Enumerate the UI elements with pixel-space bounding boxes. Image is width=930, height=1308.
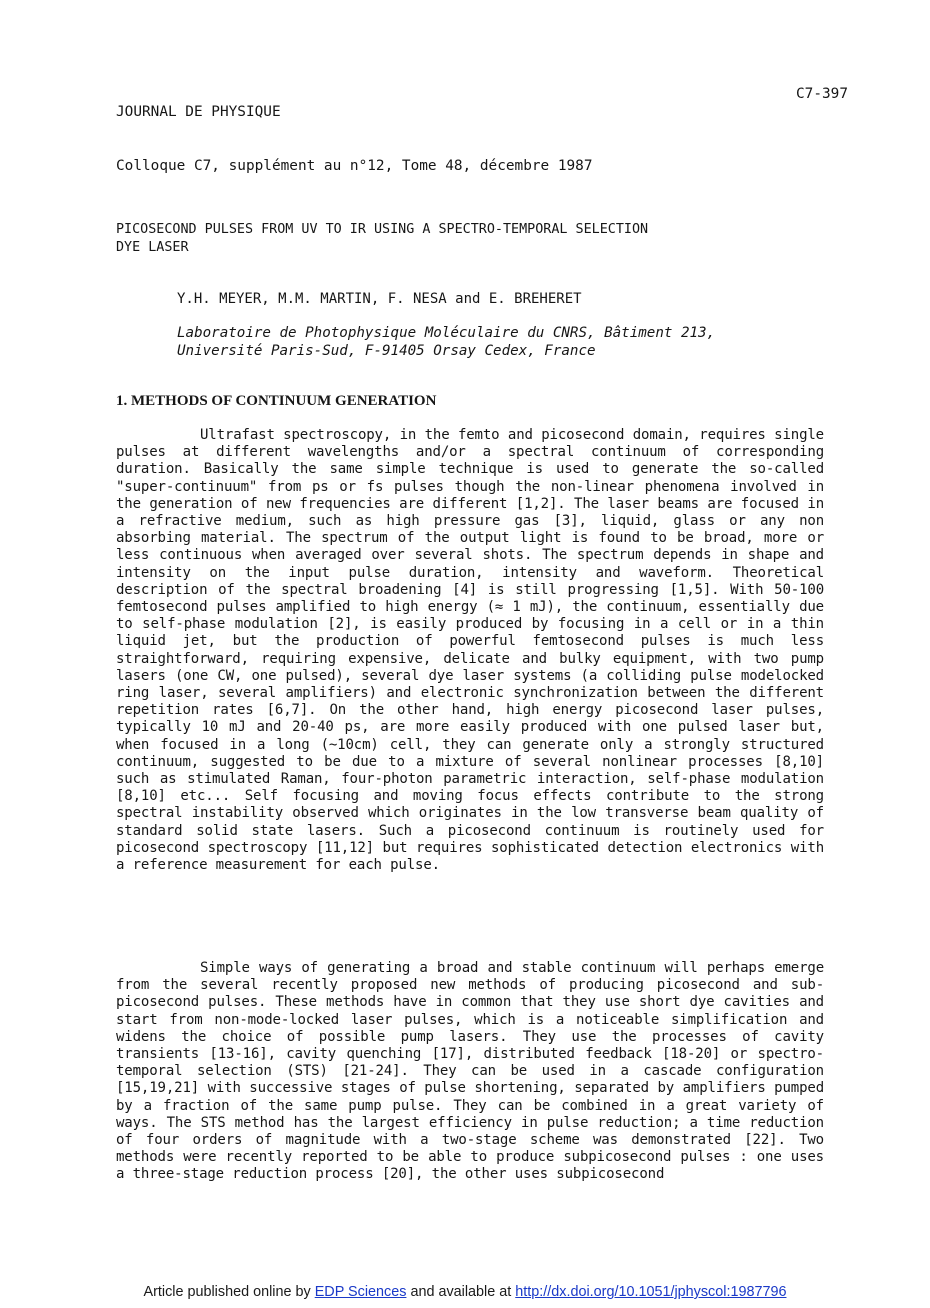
publisher-link[interactable]: EDP Sciences bbox=[314, 1284, 407, 1300]
journal-issue: Colloque C7, supplément au n°12, Tome 48, décembre 1987 bbox=[116, 158, 593, 174]
footer-middle: and available at bbox=[410, 1284, 512, 1300]
journal-header bbox=[116, 67, 593, 193]
article-title: PICOSECOND PULSES FROM UV TO IR USING A SPECTRO-TEMPORAL SELECTION DYE LASER bbox=[116, 222, 649, 255]
body-paragraph: Simple ways of generating a broad and stable continuum will perhaps emerge from the several recently proposed new methods of producing picosecond and sub-picosecond pulses. These methods have in common that they use short dye cavities and start from non-mode-locked laser pulses, which is a noticeable simplification and widens the choice of possible pump lasers. They use the processes of cavity transients [13-16], cavity quenching [17], distributed feedback [18-20] or spectro-temporal selection (STS) [21-24]. They can be used in a cascade configuration [15,19,21] with successive stages of pulse shortening, separated by amplifiers pumped by a fraction of the same pump pulse. They can be combined in a great variety of ways. The STS method has the largest efficiency in pulse reduction; a time reduction of four orders of magnitude with a two-stage scheme was demonstrated [22]. Two methods were recently reported to be able to produce subpicosecond pulses : one uses a three-stage reduction process [20], the other uses subpicosecond bbox=[116, 960, 824, 1183]
journal-name: JOURNAL DE PHYSIQUE bbox=[116, 104, 281, 120]
page-number: C7-397 bbox=[796, 86, 848, 102]
author-affiliation: Laboratoire de Photophysique Moléculaire du CNRS, Bâtiment 213, Université Paris-Sud, F-91405 Orsay Cedex, France bbox=[177, 325, 716, 359]
doi-link[interactable]: http://dx.doi.org/10.1051/jphyscol:1987796 bbox=[515, 1284, 787, 1300]
section-heading: 1. METHODS OF CONTINUUM GENERATION bbox=[116, 393, 437, 409]
body-paragraph: Ultrafast spectroscopy, in the femto and picosecond domain, requires single pulses at different wavelengths and/or a spectral continuum of corresponding duration. Basically the same simple technique is used to generate the so-called "super-continuum" from ps or fs pulses though the non-linear phenomena involved in the generation of new frequencies are different [1,2]. The laser beams are focused in a refractive medium, such as high pressure gas [3], liquid, glass or any non absorbing material. The spectrum of the output light is found to be broad, more or less continuous when averaged over several shots. The spectrum depends in shape and intensity on the input pulse duration, intensity and waveform. Theoretical description of the spectral broadening [4] is still progressing [1,5]. With 50-100 femtosecond pulses amplified to high energy (≈ 1 mJ), the continuum, essentially due to self-phase modulation [2], is easily produced by focusing in a cell or in a thin liquid jet, but the production of powerful femtosecond pulses is much less straightforward, requiring expensive, delicate and bulky equipment, with two pump lasers (one CW, one pulsed), several dye laser systems (a colliding pulse modelocked ring laser, several amplifiers) and electronic synchronization between the different repetition rates [6,7]. On the other hand, high energy picosecond laser pulses, typically 10 mJ and 20-40 ps, are more easily produced with one pulsed laser but, when focused in a long (~10cm) cell, they can generate only a strongly structured continuum, suggested to be due to a mixture of several nonlinear processes [8,10] such as stimulated Raman, four-photon parametric interaction, self-phase modulation [8,10] etc... Self focusing and moving focus effects contribute to the strong spectral instability observed which originates in the low transverse beam quality of standard solid state lasers. Such a picosecond continuum is routinely used for picosecond spectroscopy [11,12] but requires sophisticated detection electronics with a reference measurement for each pulse. bbox=[116, 427, 824, 874]
footer-prefix: Article published online by bbox=[143, 1284, 311, 1300]
article-authors: Y.H. MEYER, M.M. MARTIN, F. NESA and E. BREHERET bbox=[177, 291, 582, 307]
publication-footer bbox=[0, 1283, 930, 1301]
